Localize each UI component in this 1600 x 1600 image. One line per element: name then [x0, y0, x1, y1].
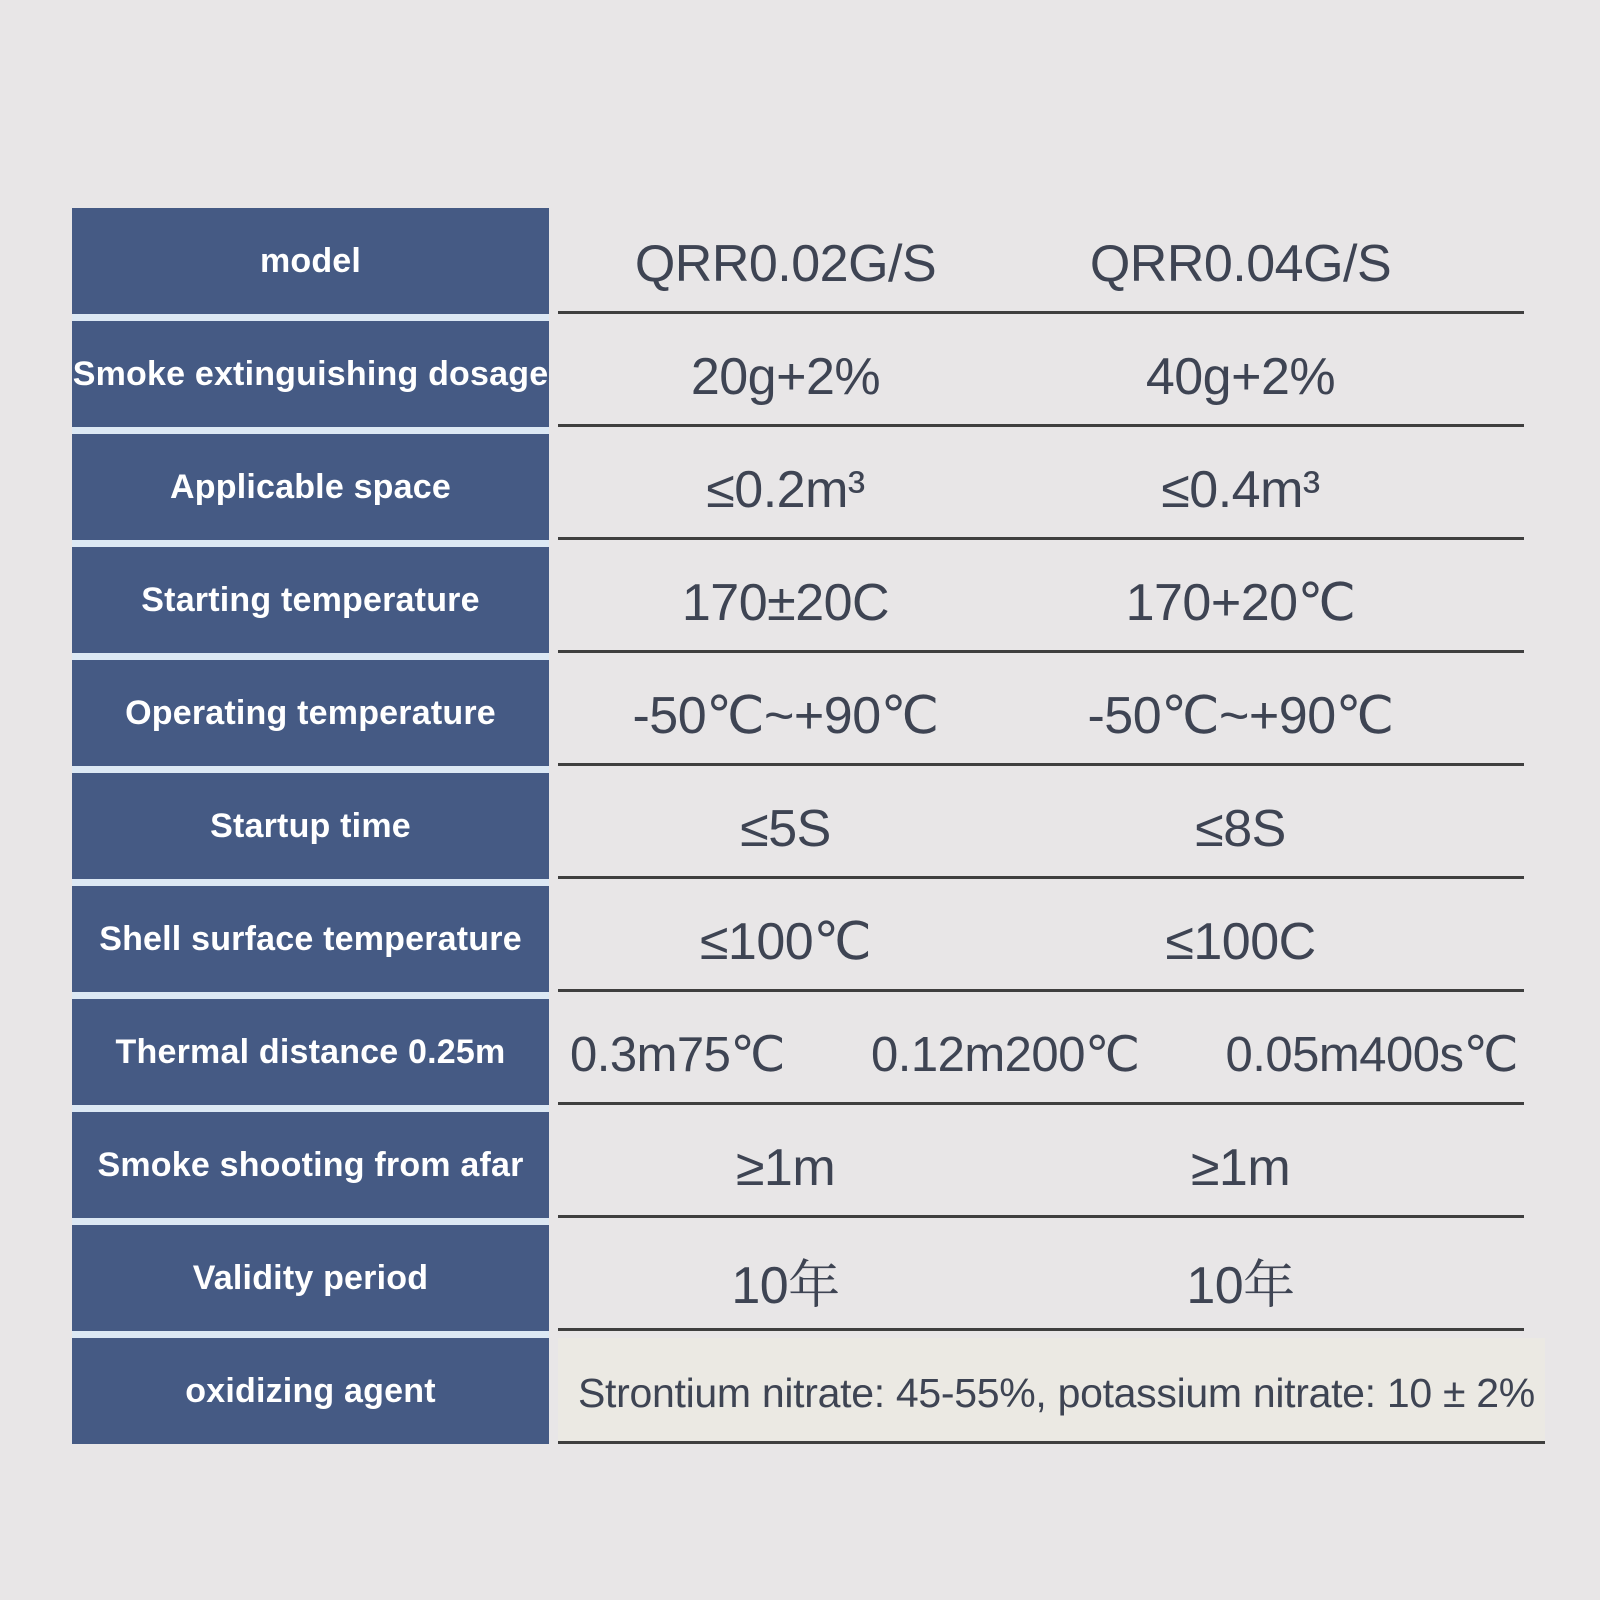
value-cell: ≤100C — [1165, 912, 1316, 971]
row-label: Smoke extinguishing dosage — [72, 321, 549, 427]
value-cell: 40g+2% — [1145, 347, 1336, 406]
table-row-shell-surface-temperature — [72, 886, 1524, 992]
row-values — [558, 999, 1524, 1105]
table-row-thermal-distance — [72, 999, 1524, 1105]
row-label: Starting temperature — [72, 547, 549, 653]
value-cell: ≤100℃ — [699, 912, 872, 971]
value-cell: 0.3m75℃ — [570, 1028, 785, 1082]
value-cell: -50℃~+90℃ — [632, 686, 939, 745]
row-values — [558, 547, 1524, 653]
row-values — [558, 1338, 1545, 1444]
value-cell: ≤0.2m³ — [706, 460, 865, 519]
row-values — [558, 1225, 1524, 1331]
table-row-operating-temperature — [72, 660, 1524, 766]
row-label: Validity period — [72, 1225, 549, 1331]
table-row-applicable-space — [72, 434, 1524, 540]
value-cell: 0.05m400s℃ — [1225, 1028, 1518, 1082]
row-values — [558, 434, 1524, 540]
row-label: Thermal distance 0.25m — [72, 999, 549, 1105]
value-cell: 0.12m200℃ — [871, 1028, 1140, 1082]
value-cell: 170±20C — [681, 573, 890, 632]
row-label: Startup time — [72, 773, 549, 879]
value-cell: Strontium nitrate: 45-55%, potassium nitrate: 10 ± 2% — [578, 1370, 1535, 1416]
value-cell: ≥1m — [1190, 1138, 1291, 1197]
table-row-dosage — [72, 321, 1524, 427]
row-values — [558, 321, 1524, 427]
row-values — [558, 208, 1524, 314]
value-cell: ≥1m — [735, 1138, 836, 1197]
table-row-startup-time — [72, 773, 1524, 879]
row-label: Applicable space — [72, 434, 549, 540]
value-cell: ≤8S — [1195, 799, 1286, 858]
row-label: Smoke shooting from afar — [72, 1112, 549, 1218]
spec-table — [72, 208, 1535, 1444]
row-label: oxidizing agent — [72, 1338, 549, 1444]
row-values — [558, 1112, 1524, 1218]
value-cell: ≤0.4m³ — [1161, 460, 1320, 519]
value-cell: -50℃~+90℃ — [1087, 686, 1394, 745]
value-cell: ≤5S — [740, 799, 831, 858]
table-row-starting-temperature — [72, 547, 1524, 653]
table-row-model — [72, 208, 1524, 314]
row-label: Shell surface temperature — [72, 886, 549, 992]
value-cell: QRR0.04G/S — [1089, 234, 1392, 293]
value-cell: 10年 — [1186, 1257, 1295, 1315]
row-values — [558, 660, 1524, 766]
row-label: model — [72, 208, 549, 314]
row-label: Operating temperature — [72, 660, 549, 766]
row-values — [558, 773, 1524, 879]
table-row-smoke-shooting — [72, 1112, 1524, 1218]
value-cell: QRR0.02G/S — [634, 234, 937, 293]
value-cell: 20g+2% — [690, 347, 881, 406]
value-cell: 10年 — [731, 1257, 840, 1315]
table-row-validity-period — [72, 1225, 1524, 1331]
value-cell: 170+20℃ — [1125, 573, 1356, 632]
table-row-oxidizing-agent — [72, 1338, 1535, 1444]
row-values — [558, 886, 1524, 992]
